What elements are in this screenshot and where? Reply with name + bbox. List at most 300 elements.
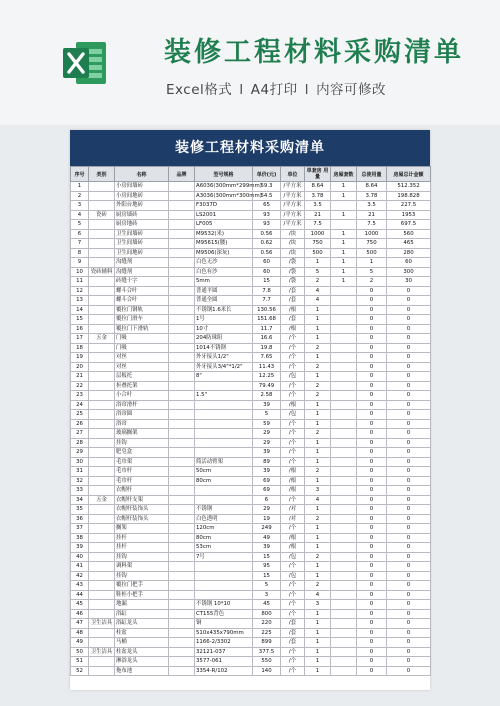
table-cell: 1000 xyxy=(357,229,387,239)
document-title: 装修工程材料采购清单 xyxy=(70,130,430,166)
table-row xyxy=(71,581,431,591)
table-cell xyxy=(169,590,195,600)
table-cell xyxy=(89,258,115,268)
table-cell: 门吸 xyxy=(115,343,169,353)
table-cell xyxy=(331,476,357,486)
table-cell: 80cm xyxy=(195,533,253,543)
table-cell xyxy=(195,410,253,420)
table-cell: 覆拉门钢轨 xyxy=(115,305,169,315)
table-cell: 0 xyxy=(387,486,431,496)
table-cell: 45 xyxy=(253,600,281,610)
table-row xyxy=(71,609,431,619)
table-cell: 7.7 xyxy=(253,296,281,306)
table-cell: /个 xyxy=(281,562,305,572)
table-cell: 1 xyxy=(331,210,357,220)
table-cell xyxy=(195,571,253,581)
table-cell: 5 xyxy=(253,410,281,420)
table-cell: 0 xyxy=(387,666,431,676)
table-cell xyxy=(331,305,357,315)
table-row xyxy=(71,220,431,230)
table-cell: 59.3 xyxy=(253,182,281,192)
table-row xyxy=(71,353,431,363)
table-cell xyxy=(331,315,357,325)
table-cell: 13 xyxy=(71,296,89,306)
subtitle-print: A4打印 xyxy=(250,82,298,98)
table-cell: 2.58 xyxy=(253,391,281,401)
table-cell: 49 xyxy=(253,533,281,543)
table-cell: 0 xyxy=(387,628,431,638)
table-cell: 0.62 xyxy=(253,239,281,249)
table-cell: 毛巾杆 xyxy=(115,476,169,486)
table-cell xyxy=(169,666,195,676)
table-cell: 15 xyxy=(253,277,281,287)
table-cell: 697.5 xyxy=(387,220,431,230)
table-row xyxy=(71,362,431,372)
table-cell xyxy=(169,372,195,382)
table-cell: 0 xyxy=(387,514,431,524)
table-cell: 0 xyxy=(387,600,431,610)
subtitle-separator: I xyxy=(239,82,244,98)
table-cell: 0 xyxy=(387,296,431,306)
spreadsheet-page xyxy=(70,130,430,690)
table-cell: 7 xyxy=(71,239,89,249)
table-cell: 瓷砖辅料 xyxy=(89,267,115,277)
table-cell: 7.65 xyxy=(253,353,281,363)
table-cell: 0 xyxy=(357,467,387,477)
table-cell xyxy=(169,552,195,562)
table-cell: 1 xyxy=(305,571,331,581)
table-cell: 小合叶 xyxy=(115,391,169,401)
table-cell xyxy=(331,647,357,657)
table-body xyxy=(71,182,431,676)
table-cell: 11.7 xyxy=(253,324,281,334)
table-cell: 挂钩 xyxy=(115,571,169,581)
table-cell: 93 xyxy=(253,220,281,230)
table-cell: 4 xyxy=(305,590,331,600)
table-cell: 0 xyxy=(357,410,387,420)
table-cell xyxy=(89,343,115,353)
table-cell: 淋浴龙头 xyxy=(115,657,169,667)
table-cell: 15 xyxy=(253,571,281,581)
table-cell: 220 xyxy=(253,619,281,629)
table-cell xyxy=(89,277,115,287)
table-cell xyxy=(195,438,253,448)
table-cell: 19.8 xyxy=(253,343,281,353)
table-cell xyxy=(169,448,195,458)
table-cell xyxy=(169,343,195,353)
table-cell: 2 xyxy=(305,343,331,353)
table-header-row xyxy=(71,167,431,182)
table-cell: 0 xyxy=(387,410,431,420)
table-cell xyxy=(169,571,195,581)
table-cell xyxy=(89,353,115,363)
table-cell: 10 xyxy=(71,267,89,277)
table-cell: /包 xyxy=(281,410,305,420)
table-row xyxy=(71,182,431,192)
table-cell: 1.5" xyxy=(195,391,253,401)
table-cell xyxy=(195,381,253,391)
table-row xyxy=(71,334,431,344)
table-cell xyxy=(169,277,195,287)
table-row xyxy=(71,286,431,296)
table-cell xyxy=(331,419,357,429)
table-cell: 227.5 xyxy=(387,201,431,211)
table-cell: 10寸 xyxy=(195,324,253,334)
table-row xyxy=(71,248,431,258)
table-cell: 49 xyxy=(71,638,89,648)
table-cell: 7.8 xyxy=(253,286,281,296)
table-cell: M9506(深灰) xyxy=(195,248,253,258)
table-cell xyxy=(169,457,195,467)
table-cell: 0 xyxy=(357,400,387,410)
table-cell: 39 xyxy=(253,543,281,553)
table-cell: 调料架 xyxy=(115,562,169,572)
table-cell: /个 xyxy=(281,581,305,591)
table-cell xyxy=(169,315,195,325)
table-cell xyxy=(169,628,195,638)
table-cell xyxy=(169,305,195,315)
table-cell xyxy=(89,220,115,230)
table-cell: 16.6 xyxy=(253,334,281,344)
table-cell: 5 xyxy=(305,267,331,277)
table-cell: 35 xyxy=(71,505,89,515)
table-cell: 0 xyxy=(357,581,387,591)
table-cell: 0 xyxy=(357,486,387,496)
table-cell: /个 xyxy=(281,457,305,467)
table-cell: /个 xyxy=(281,391,305,401)
table-cell xyxy=(331,638,357,648)
table-cell: 29 xyxy=(253,429,281,439)
table-cell: 3 xyxy=(253,590,281,600)
table-cell xyxy=(195,400,253,410)
table-cell: 小房间地砖 xyxy=(115,191,169,201)
table-cell: 3.5 xyxy=(305,201,331,211)
table-cell: M95615(腰) xyxy=(195,239,253,249)
table-cell xyxy=(169,410,195,420)
table-cell: 外牙接头1/2" xyxy=(195,353,253,363)
table-cell: 4 xyxy=(71,210,89,220)
table-cell: 510x435x790mm xyxy=(195,628,253,638)
table-cell xyxy=(89,296,115,306)
table-row xyxy=(71,448,431,458)
table-cell: 覆拉门把手 xyxy=(115,581,169,591)
table-cell xyxy=(169,638,195,648)
table-cell xyxy=(89,571,115,581)
table-cell xyxy=(89,448,115,458)
table-cell xyxy=(169,647,195,657)
table-cell: 1 xyxy=(305,524,331,534)
table-cell xyxy=(331,628,357,638)
table-cell: 0 xyxy=(357,419,387,429)
table-cell: 60 xyxy=(253,267,281,277)
table-cell: 6 xyxy=(71,229,89,239)
table-cell xyxy=(169,334,195,344)
table-row xyxy=(71,638,431,648)
table-cell: 1 xyxy=(305,647,331,657)
table-cell xyxy=(331,343,357,353)
table-cell: 白色透明 xyxy=(195,514,253,524)
table-cell xyxy=(169,381,195,391)
column-header: 单价(元) xyxy=(253,167,281,182)
table-cell: LF005 xyxy=(195,220,253,230)
table-cell: 0 xyxy=(357,305,387,315)
table-cell xyxy=(331,457,357,467)
table-cell xyxy=(331,381,357,391)
table-cell: 0 xyxy=(357,552,387,562)
table-row xyxy=(71,343,431,353)
table-cell: /个 xyxy=(281,343,305,353)
table-cell: 29 xyxy=(253,438,281,448)
table-cell: 0 xyxy=(357,448,387,458)
table-cell xyxy=(89,562,115,572)
table-cell: 3 xyxy=(305,486,331,496)
table-cell: 0 xyxy=(357,296,387,306)
table-cell: 5 xyxy=(357,267,387,277)
table-cell: 0 xyxy=(387,638,431,648)
table-cell: 0 xyxy=(387,315,431,325)
table-cell xyxy=(331,552,357,562)
table-cell: 51 xyxy=(71,657,89,667)
table-row xyxy=(71,191,431,201)
table-cell: 151.68 xyxy=(253,315,281,325)
table-cell: 覆拉门下滑轨 xyxy=(115,324,169,334)
subtitle-separator: I xyxy=(304,82,310,98)
table-cell: 不锈钢1.6米长 xyxy=(195,305,253,315)
table-row xyxy=(71,410,431,420)
table-cell xyxy=(89,628,115,638)
table-cell: /个 xyxy=(281,590,305,600)
table-cell: /个 xyxy=(281,438,305,448)
table-cell: 36 xyxy=(71,514,89,524)
table-cell xyxy=(195,429,253,439)
table-cell: 0 xyxy=(387,438,431,448)
table-cell: 2 xyxy=(305,467,331,477)
table-cell: 39 xyxy=(253,448,281,458)
table-cell xyxy=(195,581,253,591)
table-cell: 47 xyxy=(71,619,89,629)
table-cell: 19 xyxy=(71,353,89,363)
table-row xyxy=(71,239,431,249)
table-cell: 白色无沙 xyxy=(195,258,253,268)
table-cell xyxy=(169,543,195,553)
table-cell: 1 xyxy=(305,657,331,667)
table-row xyxy=(71,524,431,534)
table-cell: 小房间墙砖 xyxy=(115,182,169,192)
table-cell xyxy=(89,410,115,420)
table-cell: 0 xyxy=(357,524,387,534)
table-cell: 玻璃搁架 xyxy=(115,429,169,439)
table-row xyxy=(71,657,431,667)
table-cell xyxy=(169,495,195,505)
table-cell xyxy=(331,286,357,296)
table-cell: 2 xyxy=(305,552,331,562)
table-cell: 浴缸龙头 xyxy=(115,619,169,629)
table-cell: 0 xyxy=(387,657,431,667)
table-cell: /个 xyxy=(281,600,305,610)
table-cell: 0 xyxy=(357,600,387,610)
table-cell: /根 xyxy=(281,400,305,410)
table-cell: /包 xyxy=(281,552,305,562)
table-cell: 门吸 xyxy=(115,334,169,344)
table-cell: 19 xyxy=(253,514,281,524)
table-cell xyxy=(89,239,115,249)
table-cell: 40 xyxy=(71,552,89,562)
banner-title: 装修工程材料采购清单 xyxy=(164,37,464,68)
table-cell: 500 xyxy=(357,248,387,258)
column-header: 型号规格 xyxy=(195,167,253,182)
table-cell xyxy=(89,505,115,515)
table-cell xyxy=(331,429,357,439)
table-cell: 1 xyxy=(305,448,331,458)
table-cell xyxy=(89,609,115,619)
table-cell xyxy=(89,229,115,239)
table-cell: /平方米 xyxy=(281,220,305,230)
table-cell: /根 xyxy=(281,467,305,477)
table-cell: 1 xyxy=(305,315,331,325)
table-cell: 560 xyxy=(387,229,431,239)
table-row xyxy=(71,438,431,448)
table-cell: 1 xyxy=(305,353,331,363)
table-cell: 0 xyxy=(387,524,431,534)
table-cell xyxy=(169,562,195,572)
table-cell xyxy=(89,400,115,410)
table-cell: 800 xyxy=(253,609,281,619)
table-cell: 39 xyxy=(253,467,281,477)
table-cell: 29 xyxy=(71,448,89,458)
table-cell: 1 xyxy=(305,505,331,515)
table-cell: 899 xyxy=(253,638,281,648)
table-cell: 0 xyxy=(387,609,431,619)
table-cell: /个 xyxy=(281,362,305,372)
table-cell xyxy=(169,400,195,410)
table-cell: 5mm xyxy=(195,277,253,287)
table-cell: 0 xyxy=(387,562,431,572)
table-cell: 377.5 xyxy=(253,647,281,657)
table-cell: 21 xyxy=(305,210,331,220)
table-cell: 1 xyxy=(305,628,331,638)
table-cell: 60 xyxy=(253,258,281,268)
table-cell: 5 xyxy=(253,581,281,591)
table-cell: 0 xyxy=(357,429,387,439)
table-row xyxy=(71,467,431,477)
table-cell: 1 xyxy=(305,533,331,543)
table-cell: 五金 xyxy=(89,334,115,344)
table-cell xyxy=(331,391,357,401)
table-cell: 18 xyxy=(71,343,89,353)
table-cell xyxy=(169,182,195,192)
table-row xyxy=(71,486,431,496)
table-cell: 五金 xyxy=(89,495,115,505)
table-cell: 衣帽杆装饰头 xyxy=(115,505,169,515)
table-row xyxy=(71,429,431,439)
table-cell: A6036(300mm*299mm) xyxy=(196,183,262,190)
table-cell: 普通全圆 xyxy=(195,296,253,306)
table-cell: 8.64 xyxy=(357,182,387,192)
table-cell: 1 xyxy=(331,182,357,192)
table-cell: 0 xyxy=(357,628,387,638)
table-cell: 衣帽杆装饰头 xyxy=(115,514,169,524)
table-cell: 不锈钢 xyxy=(195,505,253,515)
table-cell: 4 xyxy=(305,286,331,296)
table-cell: 28 xyxy=(71,438,89,448)
table-cell: 0.56 xyxy=(253,248,281,258)
table-row xyxy=(71,296,431,306)
table-cell: 0 xyxy=(357,457,387,467)
table-cell: /块 xyxy=(281,248,305,258)
table-cell: 20 xyxy=(71,362,89,372)
table-cell: 1014不锈钢 xyxy=(195,343,253,353)
table-cell xyxy=(169,467,195,477)
table-cell: 1 xyxy=(305,438,331,448)
table-cell: 32 xyxy=(71,476,89,486)
column-header: 类别 xyxy=(89,167,115,182)
table-cell: 卫生间地砖 xyxy=(115,248,169,258)
table-cell xyxy=(169,362,195,372)
table-cell xyxy=(89,248,115,258)
table-cell: 0 xyxy=(387,647,431,657)
table-row xyxy=(71,600,431,610)
table-cell xyxy=(169,391,195,401)
table-cell: 46 xyxy=(71,609,89,619)
table-cell: 130.56 xyxy=(253,305,281,315)
table-cell: 0 xyxy=(387,505,431,515)
table-cell: 0 xyxy=(357,543,387,553)
table-cell: F3037D xyxy=(195,201,253,211)
table-cell: 0 xyxy=(387,429,431,439)
table-cell xyxy=(89,457,115,467)
table-cell: 搁架 xyxy=(115,524,169,534)
table-cell: 53cm xyxy=(195,543,253,553)
table-cell: /个 xyxy=(281,448,305,458)
table-cell xyxy=(89,590,115,600)
table-cell: 肥皂盒 xyxy=(115,448,169,458)
table-cell: 0 xyxy=(387,533,431,543)
table-cell: /个 xyxy=(281,381,305,391)
table-cell: 89 xyxy=(253,457,281,467)
table-cell: 4 xyxy=(305,296,331,306)
table-cell: 7号 xyxy=(195,552,253,562)
table-cell: 普通平圆 xyxy=(195,286,253,296)
table-cell: 52 xyxy=(71,666,89,676)
table-cell: 465 xyxy=(387,239,431,249)
table-cell: 衣帽杆支架 xyxy=(115,495,169,505)
table-cell: LS2001 xyxy=(195,210,253,220)
column-header: 房屋套数 xyxy=(331,167,357,182)
table-cell: 1 xyxy=(305,305,331,315)
table-cell xyxy=(89,581,115,591)
table-cell xyxy=(89,305,115,315)
table-cell: 卫生间墙砖 xyxy=(115,239,169,249)
table-cell: 厨房地砖 xyxy=(115,220,169,230)
table-cell xyxy=(89,638,115,648)
table-cell: 毛巾架 xyxy=(115,457,169,467)
table-cell: 5 xyxy=(71,220,89,230)
table-cell: 白色有沙 xyxy=(195,267,253,277)
table-row xyxy=(71,267,431,277)
table-row xyxy=(71,315,431,325)
table-cell xyxy=(331,220,357,230)
table-cell: 螺斗合叶 xyxy=(115,286,169,296)
table-cell: 厨房墙砖 xyxy=(115,210,169,220)
table-cell: /个 xyxy=(281,524,305,534)
table-cell: 7.5 xyxy=(305,220,331,230)
table-cell: 8 xyxy=(71,248,89,258)
table-cell: 6 xyxy=(253,495,281,505)
table-row xyxy=(71,400,431,410)
table-cell: 0 xyxy=(387,457,431,467)
table-cell xyxy=(331,324,357,334)
table-cell xyxy=(169,220,195,230)
